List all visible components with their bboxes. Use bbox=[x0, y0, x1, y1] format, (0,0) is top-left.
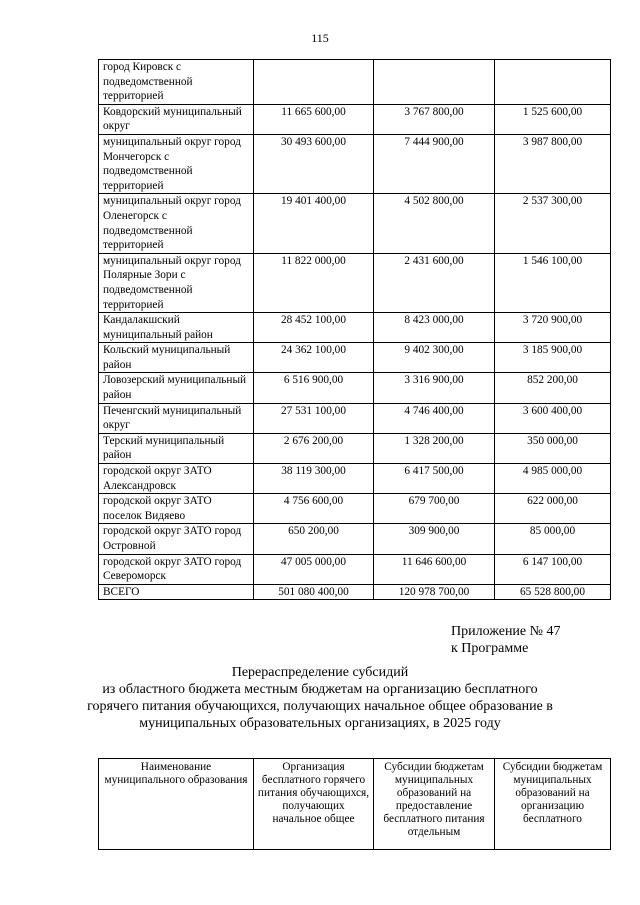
municipality-cell: городской округ ЗАТО город Островной bbox=[99, 524, 254, 554]
header-hot-meals: Организация бесплатного горячего питания обучающихся, получающих начальное общее bbox=[254, 759, 374, 850]
amount-cell: 4 746 400,00 bbox=[374, 403, 495, 433]
table-row bbox=[99, 584, 611, 600]
table-row bbox=[99, 403, 611, 433]
amount-cell: 30 493 600,00 bbox=[254, 134, 374, 193]
amount-cell: 1 328 200,00 bbox=[374, 433, 495, 463]
table-row bbox=[99, 60, 611, 105]
title-line-3: горячего питания обучающихся, получающих начальное общее образование в bbox=[87, 699, 553, 714]
amount-cell: 622 000,00 bbox=[495, 494, 611, 524]
amount-cell: 2 431 600,00 bbox=[374, 253, 495, 312]
amount-cell: 501 080 400,00 bbox=[254, 584, 374, 600]
title-line-2: из областного бюджета местным бюджетам на организацию бесплатного bbox=[102, 682, 538, 697]
table-row bbox=[99, 134, 611, 193]
amount-cell bbox=[374, 60, 495, 105]
municipality-cell: муниципальный округ город Полярные Зори с подведомственной территорией bbox=[99, 253, 254, 312]
subsidy-table-body bbox=[99, 60, 611, 600]
municipality-cell: городской округ ЗАТО поселок Видяево bbox=[99, 494, 254, 524]
table-row bbox=[99, 343, 611, 373]
table-row bbox=[99, 253, 611, 312]
amount-cell: 3 185 900,00 bbox=[495, 343, 611, 373]
amount-cell bbox=[495, 60, 611, 105]
document-title bbox=[60, 664, 580, 732]
amount-cell: 38 119 300,00 bbox=[254, 464, 374, 494]
header-organization-subsidy: Субсидии бюджетам муниципальных образований на организацию бесплатного bbox=[495, 759, 611, 850]
municipality-cell: Терский муниципальный район bbox=[99, 433, 254, 463]
table-row bbox=[99, 104, 611, 134]
amount-cell: 3 316 900,00 bbox=[374, 373, 495, 403]
title-line-1: Перераспределение субсидий bbox=[231, 665, 409, 680]
subsidy-table bbox=[98, 59, 611, 600]
amount-cell: 8 423 000,00 bbox=[374, 313, 495, 343]
amount-cell: 11 665 600,00 bbox=[254, 104, 374, 134]
amount-cell: 4 985 000,00 bbox=[495, 464, 611, 494]
amount-cell: 47 005 000,00 bbox=[254, 554, 374, 584]
appendix-label bbox=[451, 623, 561, 657]
amount-cell: 11 822 000,00 bbox=[254, 253, 374, 312]
municipality-cell: муниципальный округ город Оленегорск с подведомственной территорией bbox=[99, 194, 254, 253]
appendix-program: к Программе bbox=[451, 641, 529, 656]
table-row bbox=[99, 464, 611, 494]
amount-cell: 1 525 600,00 bbox=[495, 104, 611, 134]
header-free-meals-subsidy: Субсидии бюджетам муниципальных образований на предоставление бесплатного питания отдельным bbox=[374, 759, 495, 850]
amount-cell: 1 546 100,00 bbox=[495, 253, 611, 312]
amount-cell: 852 200,00 bbox=[495, 373, 611, 403]
municipality-cell: Ковдорский муниципальный округ bbox=[99, 104, 254, 134]
table-row bbox=[99, 524, 611, 554]
amount-cell: 2 676 200,00 bbox=[254, 433, 374, 463]
amount-cell: 4 502 800,00 bbox=[374, 194, 495, 253]
amount-cell: 6 147 100,00 bbox=[495, 554, 611, 584]
table-row bbox=[99, 373, 611, 403]
table-row bbox=[99, 494, 611, 524]
amount-cell: 2 537 300,00 bbox=[495, 194, 611, 253]
amount-cell: 3 720 900,00 bbox=[495, 313, 611, 343]
table-row bbox=[99, 194, 611, 253]
amount-cell: 65 528 800,00 bbox=[495, 584, 611, 600]
municipality-cell: город Кировск с подведомственной территорией bbox=[99, 60, 254, 105]
amount-cell: 6 516 900,00 bbox=[254, 373, 374, 403]
municipality-cell: Кольский муниципальный район bbox=[99, 343, 254, 373]
municipality-cell: городской округ ЗАТО город Североморск bbox=[99, 554, 254, 584]
amount-cell: 309 900,00 bbox=[374, 524, 495, 554]
amount-cell: 9 402 300,00 bbox=[374, 343, 495, 373]
table-row bbox=[99, 433, 611, 463]
municipality-cell: Ловозерский муниципальный район bbox=[99, 373, 254, 403]
amount-cell: 28 452 100,00 bbox=[254, 313, 374, 343]
amount-cell: 19 401 400,00 bbox=[254, 194, 374, 253]
amount-cell: 3 600 400,00 bbox=[495, 403, 611, 433]
page-number: 115 bbox=[311, 31, 329, 45]
amount-cell: 650 200,00 bbox=[254, 524, 374, 554]
municipality-cell: ВСЕГО bbox=[99, 584, 254, 600]
municipality-cell: Кандалакшский муниципальный район bbox=[99, 313, 254, 343]
redistribution-table bbox=[98, 758, 611, 850]
amount-cell: 679 700,00 bbox=[374, 494, 495, 524]
amount-cell: 120 978 700,00 bbox=[374, 584, 495, 600]
title-line-4: муниципальных образовательных организациях, в 2025 году bbox=[139, 716, 501, 731]
amount-cell: 350 000,00 bbox=[495, 433, 611, 463]
amount-cell: 11 646 600,00 bbox=[374, 554, 495, 584]
amount-cell: 4 756 600,00 bbox=[254, 494, 374, 524]
amount-cell: 6 417 500,00 bbox=[374, 464, 495, 494]
amount-cell: 7 444 900,00 bbox=[374, 134, 495, 193]
amount-cell: 24 362 100,00 bbox=[254, 343, 374, 373]
header-municipality: Наименование муниципального образования bbox=[99, 759, 254, 850]
amount-cell bbox=[254, 60, 374, 105]
appendix-number: Приложение № 47 bbox=[451, 624, 561, 639]
amount-cell: 3 987 800,00 bbox=[495, 134, 611, 193]
amount-cell: 27 531 100,00 bbox=[254, 403, 374, 433]
municipality-cell: Печенгский муниципальный округ bbox=[99, 403, 254, 433]
table-row bbox=[99, 313, 611, 343]
amount-cell: 85 000,00 bbox=[495, 524, 611, 554]
amount-cell: 3 767 800,00 bbox=[374, 104, 495, 134]
municipality-cell: городской округ ЗАТО Александровск bbox=[99, 464, 254, 494]
table-row bbox=[99, 554, 611, 584]
municipality-cell: муниципальный округ город Мончегорск с подведомственной территорией bbox=[99, 134, 254, 193]
